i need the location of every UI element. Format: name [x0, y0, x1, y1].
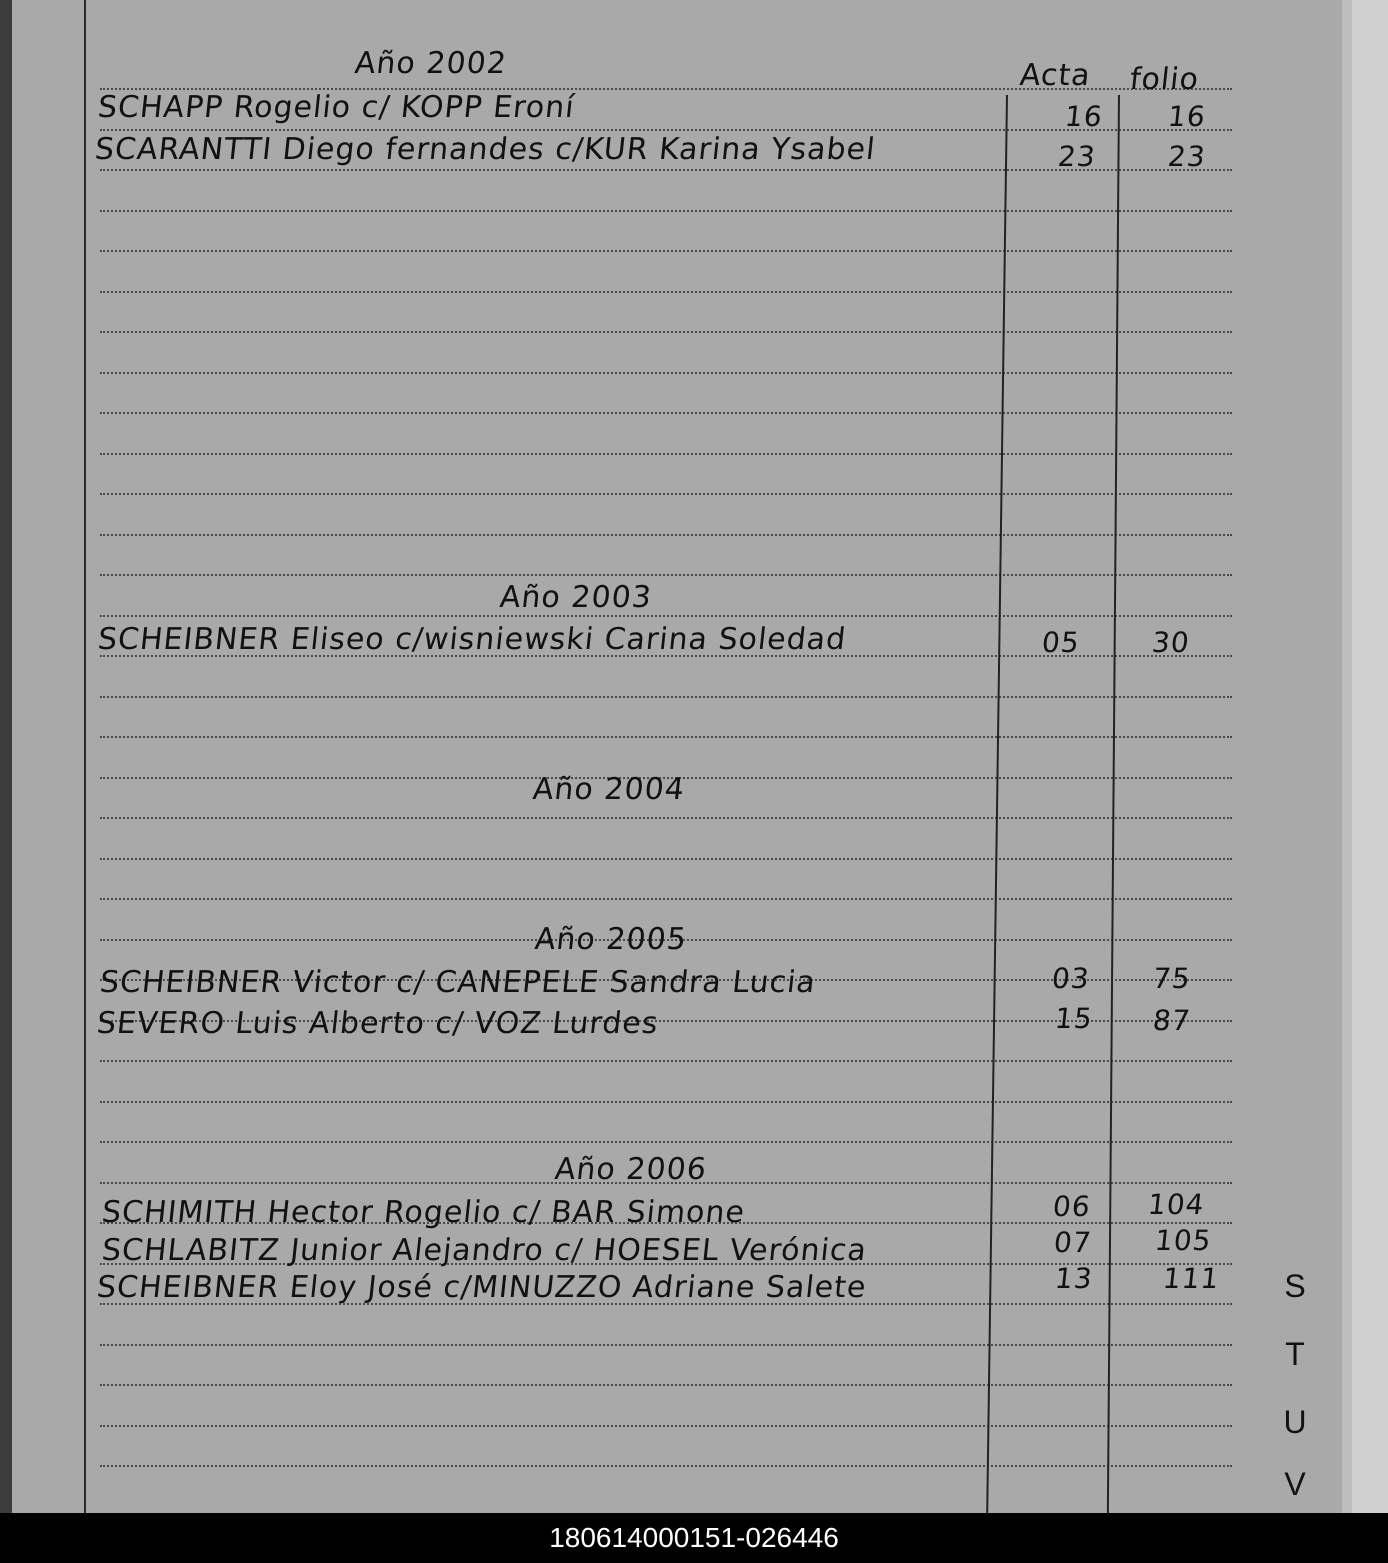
entry-acta: 15 — [1053, 1002, 1095, 1035]
index-tab-s[interactable]: S — [1284, 1268, 1306, 1304]
entry-acta: 05 — [1040, 626, 1082, 659]
ruled-line — [100, 534, 1232, 536]
entry-folio: 30 — [1150, 626, 1192, 659]
ruled-line — [100, 615, 1232, 617]
ruled-line — [100, 453, 1232, 455]
page-edge-shadow — [1342, 0, 1352, 1513]
year-heading: Año 2002 — [353, 46, 509, 81]
ruled-line — [100, 331, 1232, 333]
entry-folio: 105 — [1153, 1224, 1214, 1257]
year-heading: Año 2004 — [531, 772, 687, 807]
entry-folio: 16 — [1166, 100, 1208, 133]
ruled-line — [100, 1465, 1232, 1467]
ruled-line — [100, 1425, 1232, 1427]
column-header-folio: folio — [1128, 62, 1201, 97]
entry-folio: 111 — [1161, 1262, 1222, 1295]
entry-acta: 03 — [1050, 962, 1092, 995]
ruled-line — [100, 493, 1232, 495]
entry-acta: 06 — [1051, 1190, 1093, 1223]
entry-acta: 16 — [1063, 100, 1105, 133]
ruled-line — [100, 250, 1232, 252]
ruled-line — [100, 372, 1232, 374]
entry-name: SCHEIBNER Eloy José c/MINUZZO Adriane Salete — [95, 1270, 869, 1305]
ruled-line — [100, 291, 1232, 293]
ruled-line — [100, 817, 1232, 819]
ruled-line — [100, 129, 1232, 131]
entry-folio: 104 — [1146, 1188, 1207, 1221]
index-tab-v[interactable]: V — [1284, 1466, 1306, 1502]
index-tab-u[interactable]: U — [1283, 1404, 1307, 1440]
entry-name: SCHLABITZ Junior Alejandro c/ HOESEL Verónica — [100, 1233, 869, 1268]
page-left-edge — [0, 0, 12, 1513]
acta-column-divider — [986, 95, 1008, 1513]
entry-folio: 23 — [1166, 140, 1208, 173]
index-tab-strip — [1352, 0, 1388, 1513]
entry-folio: 75 — [1151, 962, 1193, 995]
entry-folio: 87 — [1151, 1004, 1193, 1037]
ruled-line — [100, 412, 1232, 414]
ruled-line — [100, 574, 1232, 576]
entry-acta: 13 — [1053, 1262, 1095, 1295]
folio-column-divider — [1107, 95, 1120, 1513]
ruled-line — [100, 1101, 1232, 1103]
ruled-line — [100, 858, 1232, 860]
entry-name: SCHEIBNER Victor c/ CANEPELE Sandra Lucia — [98, 965, 818, 1000]
entry-name: SEVERO Luis Alberto c/ VOZ Lurdes — [95, 1006, 661, 1041]
entry-name: SCHIMITH Hector Rogelio c/ BAR Simone — [100, 1195, 747, 1230]
margin-line — [84, 0, 86, 1513]
entry-acta: 07 — [1052, 1226, 1094, 1259]
document-id-footer: 180614000151-026446 — [0, 1513, 1388, 1563]
year-heading: Año 2005 — [533, 922, 689, 957]
ruled-line — [100, 1141, 1232, 1143]
ruled-line — [100, 1384, 1232, 1386]
year-heading: Año 2006 — [553, 1152, 709, 1187]
ruled-line — [100, 696, 1232, 698]
index-tab-t[interactable]: T — [1285, 1336, 1305, 1372]
entry-name: SCHAPP Rogelio c/ KOPP Eroní — [96, 90, 577, 125]
ruled-line — [100, 736, 1232, 738]
column-header-acta: Acta — [1018, 58, 1093, 93]
ruled-line — [100, 210, 1232, 212]
ruled-line — [100, 1060, 1232, 1062]
ruled-line — [100, 1344, 1232, 1346]
year-heading: Año 2003 — [498, 580, 654, 615]
entry-acta: 23 — [1056, 140, 1098, 173]
ruled-line — [100, 898, 1232, 900]
entry-name: SCARANTTI Diego fernandes c/KUR Karina Ysabel — [93, 132, 878, 167]
entry-name: SCHEIBNER Eliseo c/wisniewski Carina Soledad — [96, 622, 849, 657]
